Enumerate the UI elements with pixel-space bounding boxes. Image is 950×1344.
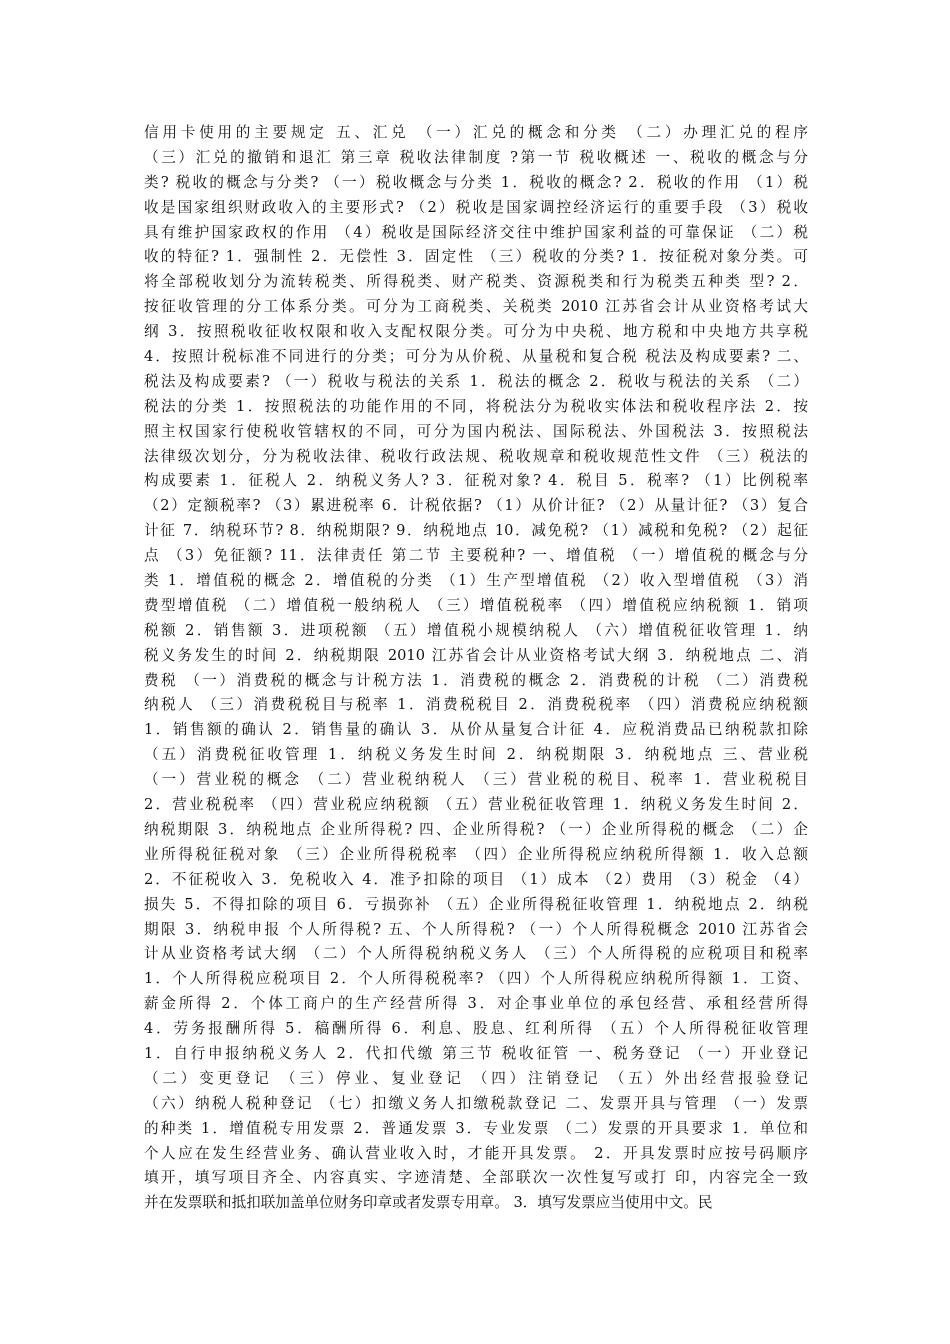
text-line: （三）汇兑的撤销和退汇 第三章 税收法律制度 ?第一节 税收概述 一、税收的概念与分 [144, 148, 808, 166]
text-line: 法律级次划分，分为税收法律、税收行政法规、税收规章和税收规范性文件 （三）税法的 [144, 447, 808, 465]
text-line: 填开，填写项目齐全、内容真实、字迹清楚、全部联次一次性复写或打 印，内容完全一致 [144, 1169, 808, 1187]
text-line: 点 （3）免征额? 11．法律责任 第二节 主要税种? 一、增值税 （一）增值税的概念与分 [144, 547, 808, 565]
text-line: 1．个人所得税应税项目 2．个人所得税税率? （四）个人所得税应纳税所得额 1．工资、 [144, 970, 808, 988]
text-line: 信用卡使用的主要规定 五、汇兑 （一）汇兑的概念和分类 （二）办理汇兑的程序 [144, 124, 808, 141]
text-line: 并在发票联和抵扣联加盖单位财务印章或者发票专用章。 3．填写发票应当使用中文。民 [144, 1194, 713, 1212]
text-line: 纲 3．按照税收征收权限和收入支配权限分类。可分为中央税、地方税和中央地方共享税 [144, 323, 808, 341]
text-line: （六）纳税人税种登记 （七）扣缴义务人扣缴税款登记 二、发票开具与管理 （一）发票 [144, 1094, 808, 1112]
text-line: 类 1．增值税的概念 2．增值税的分类 （1）生产型增值税 （2）收入型增值税 （3）消 [144, 572, 808, 590]
text-line: 税法的分类 1．按照税法的功能作用的不同，将税法分为税收实体法和税收程序法 2．按 [144, 397, 808, 415]
text-line: 构成要素 1．征税人 2．纳税义务人? 3．征税对象? 4．税目 5．税率? （1）比例税率 [144, 472, 808, 490]
text-line: 将全部税收划分为流转税类、所得税类、财产税类、资源税类和行为税类五种类 型? 2． [144, 273, 808, 291]
text-line: 薪金所得 2．个体工商户的生产经营所得 3．对企事业单位的承包经营、承租经营所得 [144, 995, 808, 1013]
text-line: 4．劳务报酬所得 5．稿酬所得 6．利息、股息、红利所得 （五）个人所得税征收管理 [144, 1020, 808, 1038]
text-line: 收是国家组织财政收入的主要形式? （2）税收是国家调控经济运行的重要手段 （3）税收 [144, 198, 808, 216]
text-line: 纳税人 （三）消费税税目与税率 1．消费税税目 2．消费税税率 （四）消费税应纳税额 [144, 696, 808, 714]
text-line: （五）消费税征收管理 1．纳税义务发生时间 2．纳税期限 3．纳税地点 三、营业税 [144, 746, 808, 764]
text-line: 2．不征税收入 3．免税收入 4．准予扣除的项目 （1）成本 （2）费用 （3）税金 （4） [144, 870, 808, 888]
text-line: 的种类 1．增值税专用发票 2．普通发票 3．专业发票 （二）发票的开具要求 1．单位和 [144, 1119, 808, 1137]
text-line: 收的特征? 1．强制性 2．无偿性 3．固定性 （三）税收的分类? 1．按征税对象分类。可 [144, 248, 808, 266]
text-line: 个人应在发生经营业务、确认营业收入时，才能开具发票。 2．开具发票时应按号码顺序 [144, 1144, 808, 1162]
text-line: 税额 2．销售额 3．进项税额 （五）增值税小规模纳税人 （六）增值税征收管理 1．纳 [144, 621, 808, 639]
text-line: 费税 （一）消费税的概念与计税方法 1．消费税的概念 2．消费税的计税 （二）消费税 [144, 671, 808, 689]
document-body-text [144, 121, 808, 1216]
text-line: 损失 5．不得扣除的项目 6．亏损弥补 （五）企业所得税征收管理 1．纳税地点 2．纳税 [144, 895, 808, 913]
text-line: 税义务发生的时间 2．纳税期限 2010 江苏省会计从业资格考试大纲 3．纳税地点 二、消 [144, 646, 808, 664]
text-line: 税法及构成要素? （一）税收与税法的关系 1．税法的概念 2．税收与税法的关系 （二） [144, 372, 808, 390]
text-line: 计征 7．纳税环节? 8．纳税期限? 9．纳税地点 10．减免税? （1）减税和免税? （2）起征 [144, 522, 808, 540]
text-line: 按征收管理的分工体系分类。可分为工商税类、关税类 2010 江苏省会计从业资格考试大 [144, 298, 808, 316]
text-line: 照主权国家行使税收管辖权的不同，可分为国内税法、国际税法、外国税法 3．按照税法 [144, 422, 808, 440]
text-line: 具有维护国家政权的作用 （4）税收是国际经济交往中维护国家利益的可靠保证 （二）税 [144, 223, 808, 241]
text-line: 4．按照计税标准不同进行的分类；可分为从价税、从量税和复合税 税法及构成要素? 二、 [144, 348, 808, 366]
text-line: 计从业资格考试大纲 （二）个人所得税纳税义务人 （三）个人所得税的应税项目和税率 [144, 945, 808, 963]
text-line: 类? 税收的概念与分类? （一）税收概念与分类 1．税收的概念? 2．税收的作用 （1）税 [144, 173, 808, 191]
text-line: （2）定额税率? （3）累进税率 6．计税依据? （1）从价计征? （2）从量计征? （3）复合 [144, 497, 808, 515]
text-line: 业所得税征税对象 （三）企业所得税税率 （四）企业所得税应纳税所得额 1．收入总额 [144, 845, 808, 863]
text-line: 1．销售额的确认 2．销售量的确认 3．从价从量复合计征 4．应税消费品已纳税款扣除 [144, 721, 808, 739]
text-line: 1．自行申报纳税义务人 2．代扣代缴 第三节 税收征管 一、税务登记 （一）开业登记 [144, 1044, 808, 1062]
text-line: （一）营业税的概念 （二）营业税纳税人 （三）营业税的税目、税率 1．营业税税目 [144, 771, 808, 789]
text-line: 2．营业税税率 （四）营业税应纳税额 （五）营业税征收管理 1．纳税义务发生时间 2． [144, 796, 808, 814]
text-line: 期限 3．纳税申报 个人所得税? 五、个人所得税? （一）个人所得税概念 2010 江苏省会 [144, 920, 808, 938]
text-line: （二）变更登记 （三）停业、复业登记 （四）注销登记 （五）外出经营报验登记 [144, 1069, 808, 1087]
text-line: 纳税期限 3．纳税地点 企业所得税? 四、企业所得税? （一）企业所得税的概念 （二）企 [144, 820, 808, 838]
text-line: 费型增值税 （二）增值税一般纳税人 （三）增值税税率 （四）增值税应纳税额 1．销项 [144, 596, 808, 614]
